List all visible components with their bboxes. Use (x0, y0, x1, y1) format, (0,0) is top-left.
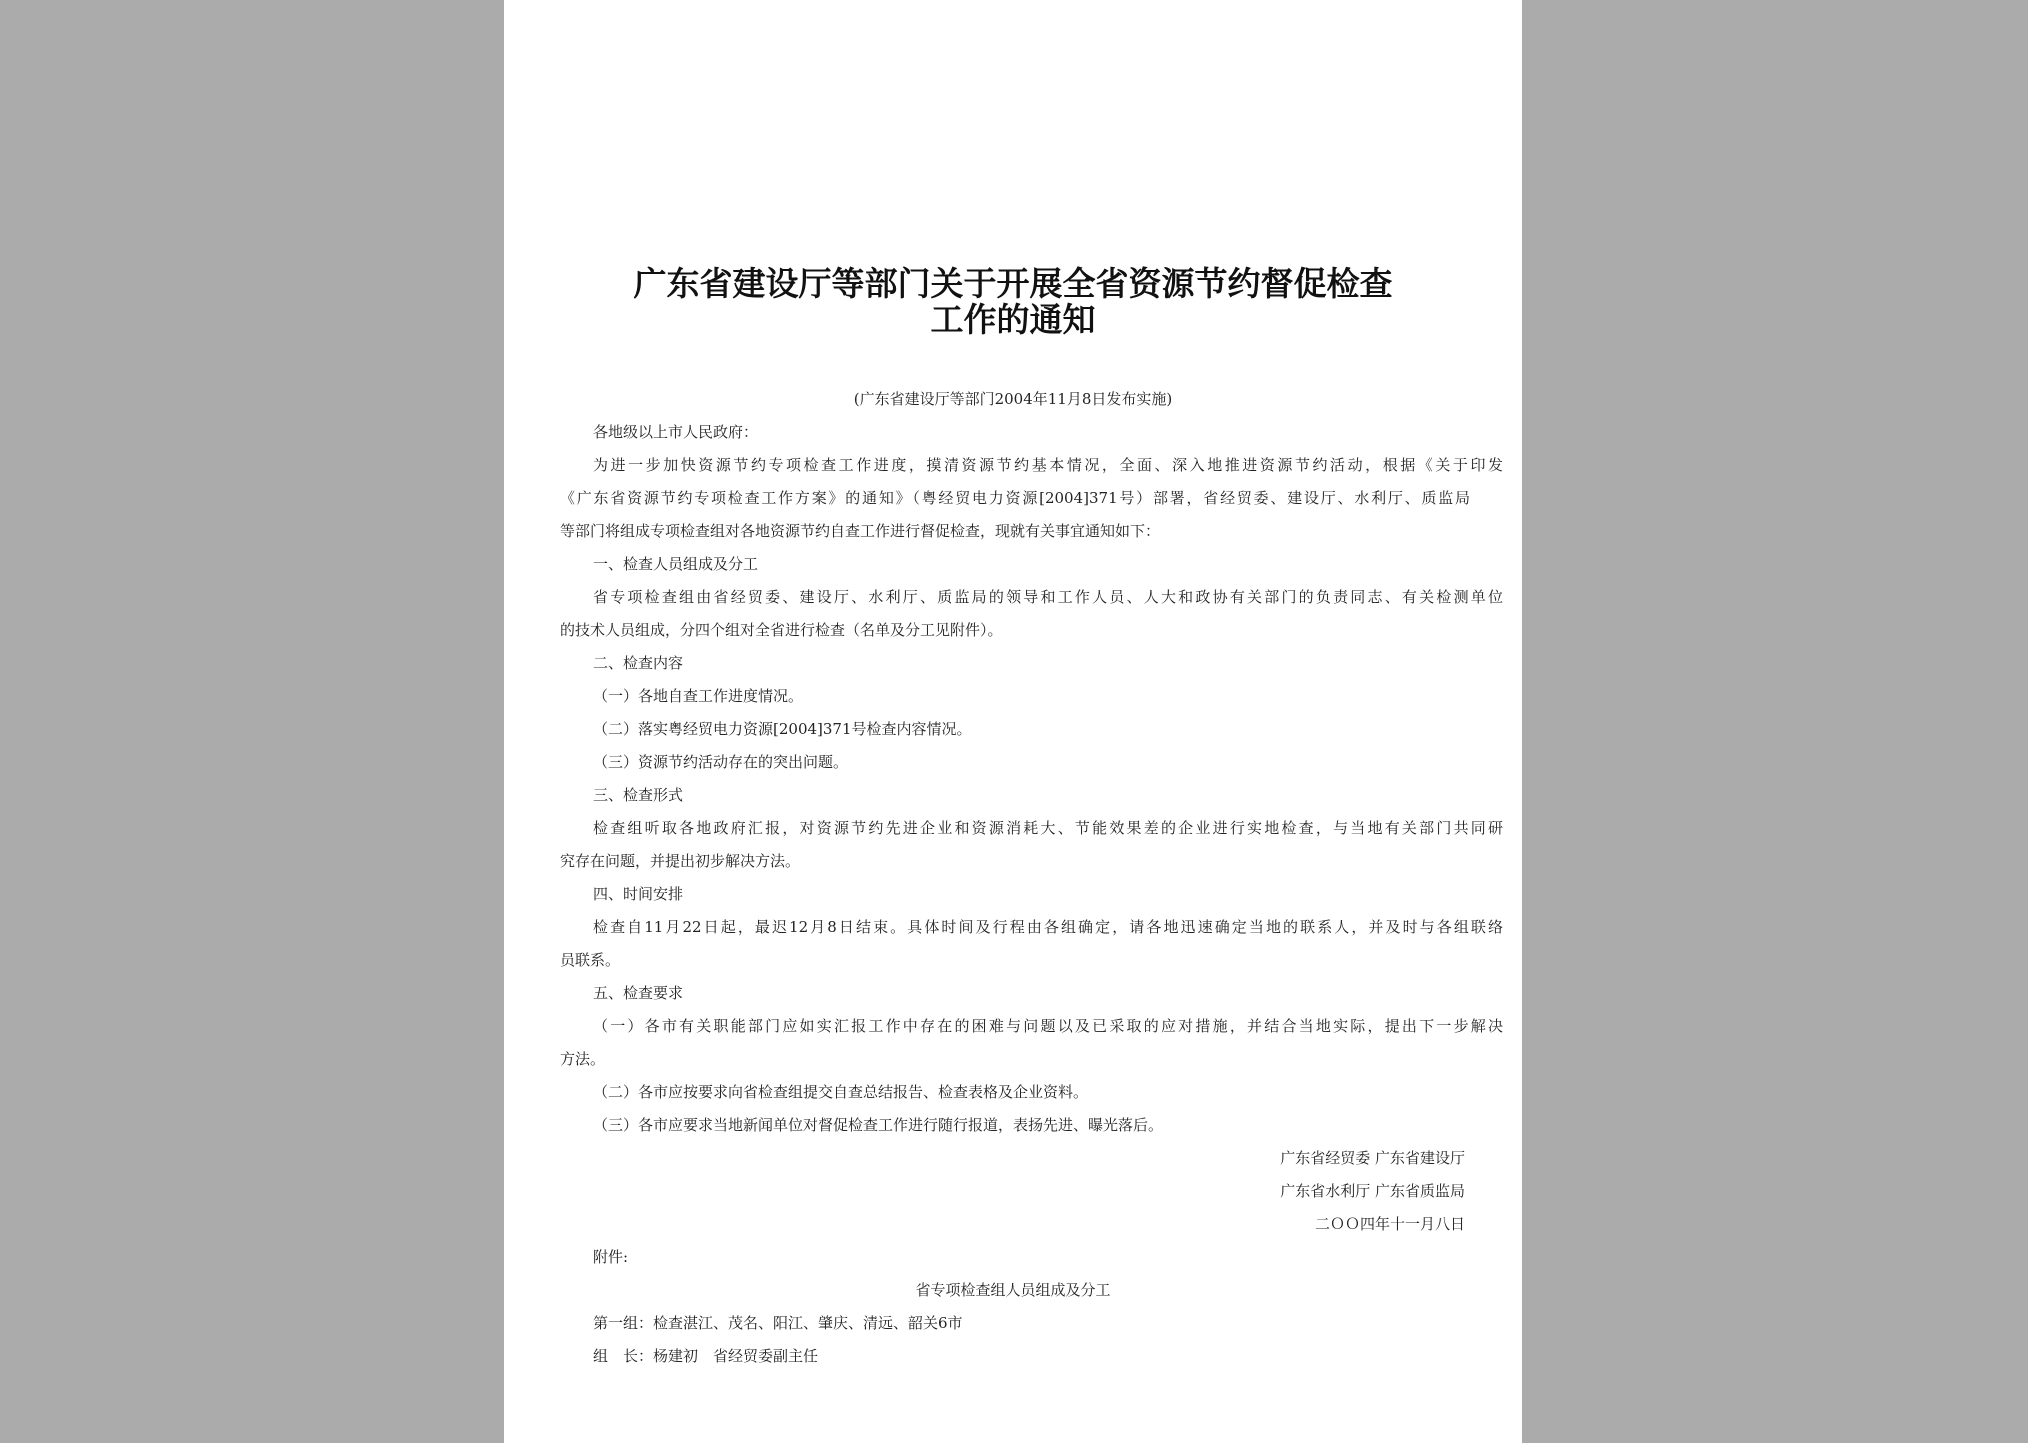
intro-line-1: 为进一步加快资源节约专项检查工作进度，摸清资源节约基本情况，全面、深入地推进资源节约活动，根据《关于印发 (593, 456, 1503, 474)
section-5-heading: 五、检查要求 (593, 984, 684, 1002)
section-4-body-line-2: 员联系。 (560, 951, 621, 969)
intro-line-3: 等部门将组成专项检查组对各地资源节约自查工作进行督促检查，现就有关事宜通知如下： (560, 522, 1161, 540)
group-1-line: 第一组：检查湛江、茂名、阳江、肇庆、清远、韶关6市 (593, 1314, 963, 1332)
document-title-line-1: 广东省建设厅等部门关于开展全省资源节约督促检查 (633, 264, 1393, 303)
section-2-item-3: （三）资源节约活动存在的突出问题。 (593, 753, 849, 771)
section-4-heading: 四、时间安排 (593, 885, 684, 903)
section-5-item-2: （二）各市应按要求向省检查组提交自查总结报告、检查表格及企业资料。 (593, 1083, 1089, 1101)
signature-line-1: 广东省经贸委 广东省建设厅 (1280, 1149, 1465, 1167)
salutation: 各地级以上市人民政府： (593, 423, 759, 441)
section-2-item-1: （一）各地自查工作进度情况。 (593, 687, 804, 705)
section-1-body-line-1: 省专项检查组由省经贸委、建设厅、水利厅、质监局的领导和工作人员、人大和政协有关部门的负责同志、有关检测单位 (593, 588, 1503, 606)
section-3-heading: 三、检查形式 (593, 786, 684, 804)
signature-line-2: 广东省水利厅 广东省质监局 (1280, 1182, 1465, 1200)
section-4-body-line-1: 检查自11月22日起，最迟12月8日结束。具体时间及行程由各组确定，请各地迅速确定当地的联系人，并及时与各组联络 (593, 918, 1503, 936)
issue-date: 二ＯＯ四年十一月八日 (1314, 1215, 1465, 1233)
section-2-heading: 二、检查内容 (593, 654, 684, 672)
document-title-line-2: 工作的通知 (930, 300, 1096, 339)
section-1-heading: 一、检查人员组成及分工 (593, 555, 759, 573)
section-2-item-2: （二）落实粤经贸电力资源[2004]371号检查内容情况。 (593, 720, 972, 738)
section-5-item-1: （一）各市有关职能部门应如实汇报工作中存在的困难与问题以及已采取的应对措施，并结合当地实际，提出下一步解决 (593, 1017, 1503, 1035)
section-3-body-line-1: 检查组听取各地政府汇报，对资源节约先进企业和资源消耗大、节能效果差的企业进行实地检查，与当地有关部门共同研 (593, 819, 1503, 837)
section-3-body-line-2: 究存在问题，并提出初步解决方法。 (560, 852, 801, 870)
document-subtitle: (广东省建设厅等部门2004年11月8日发布实施) (853, 390, 1173, 408)
document-page (504, 0, 1522, 1443)
group-1-leader: 组 长：杨建初 省经贸委副主任 (593, 1347, 819, 1365)
section-5-item-1-continued: 方法。 (560, 1050, 606, 1068)
attachment-label: 附件: (593, 1248, 629, 1266)
section-5-item-3: （三）各市应要求当地新闻单位对督促检查工作进行随行报道，表扬先进、曝光落后。 (593, 1116, 1164, 1134)
attachment-title: 省专项检查组人员组成及分工 (915, 1281, 1111, 1299)
section-1-body-line-2: 的技术人员组成，分四个组对全省进行检查（名单及分工见附件）。 (560, 621, 1003, 639)
intro-line-2: 《广东省资源节约专项检查工作方案》的通知》（粤经贸电力资源[2004]371号）部署，省经贸委、建设厅、水利厅、质监局 (560, 489, 1470, 507)
